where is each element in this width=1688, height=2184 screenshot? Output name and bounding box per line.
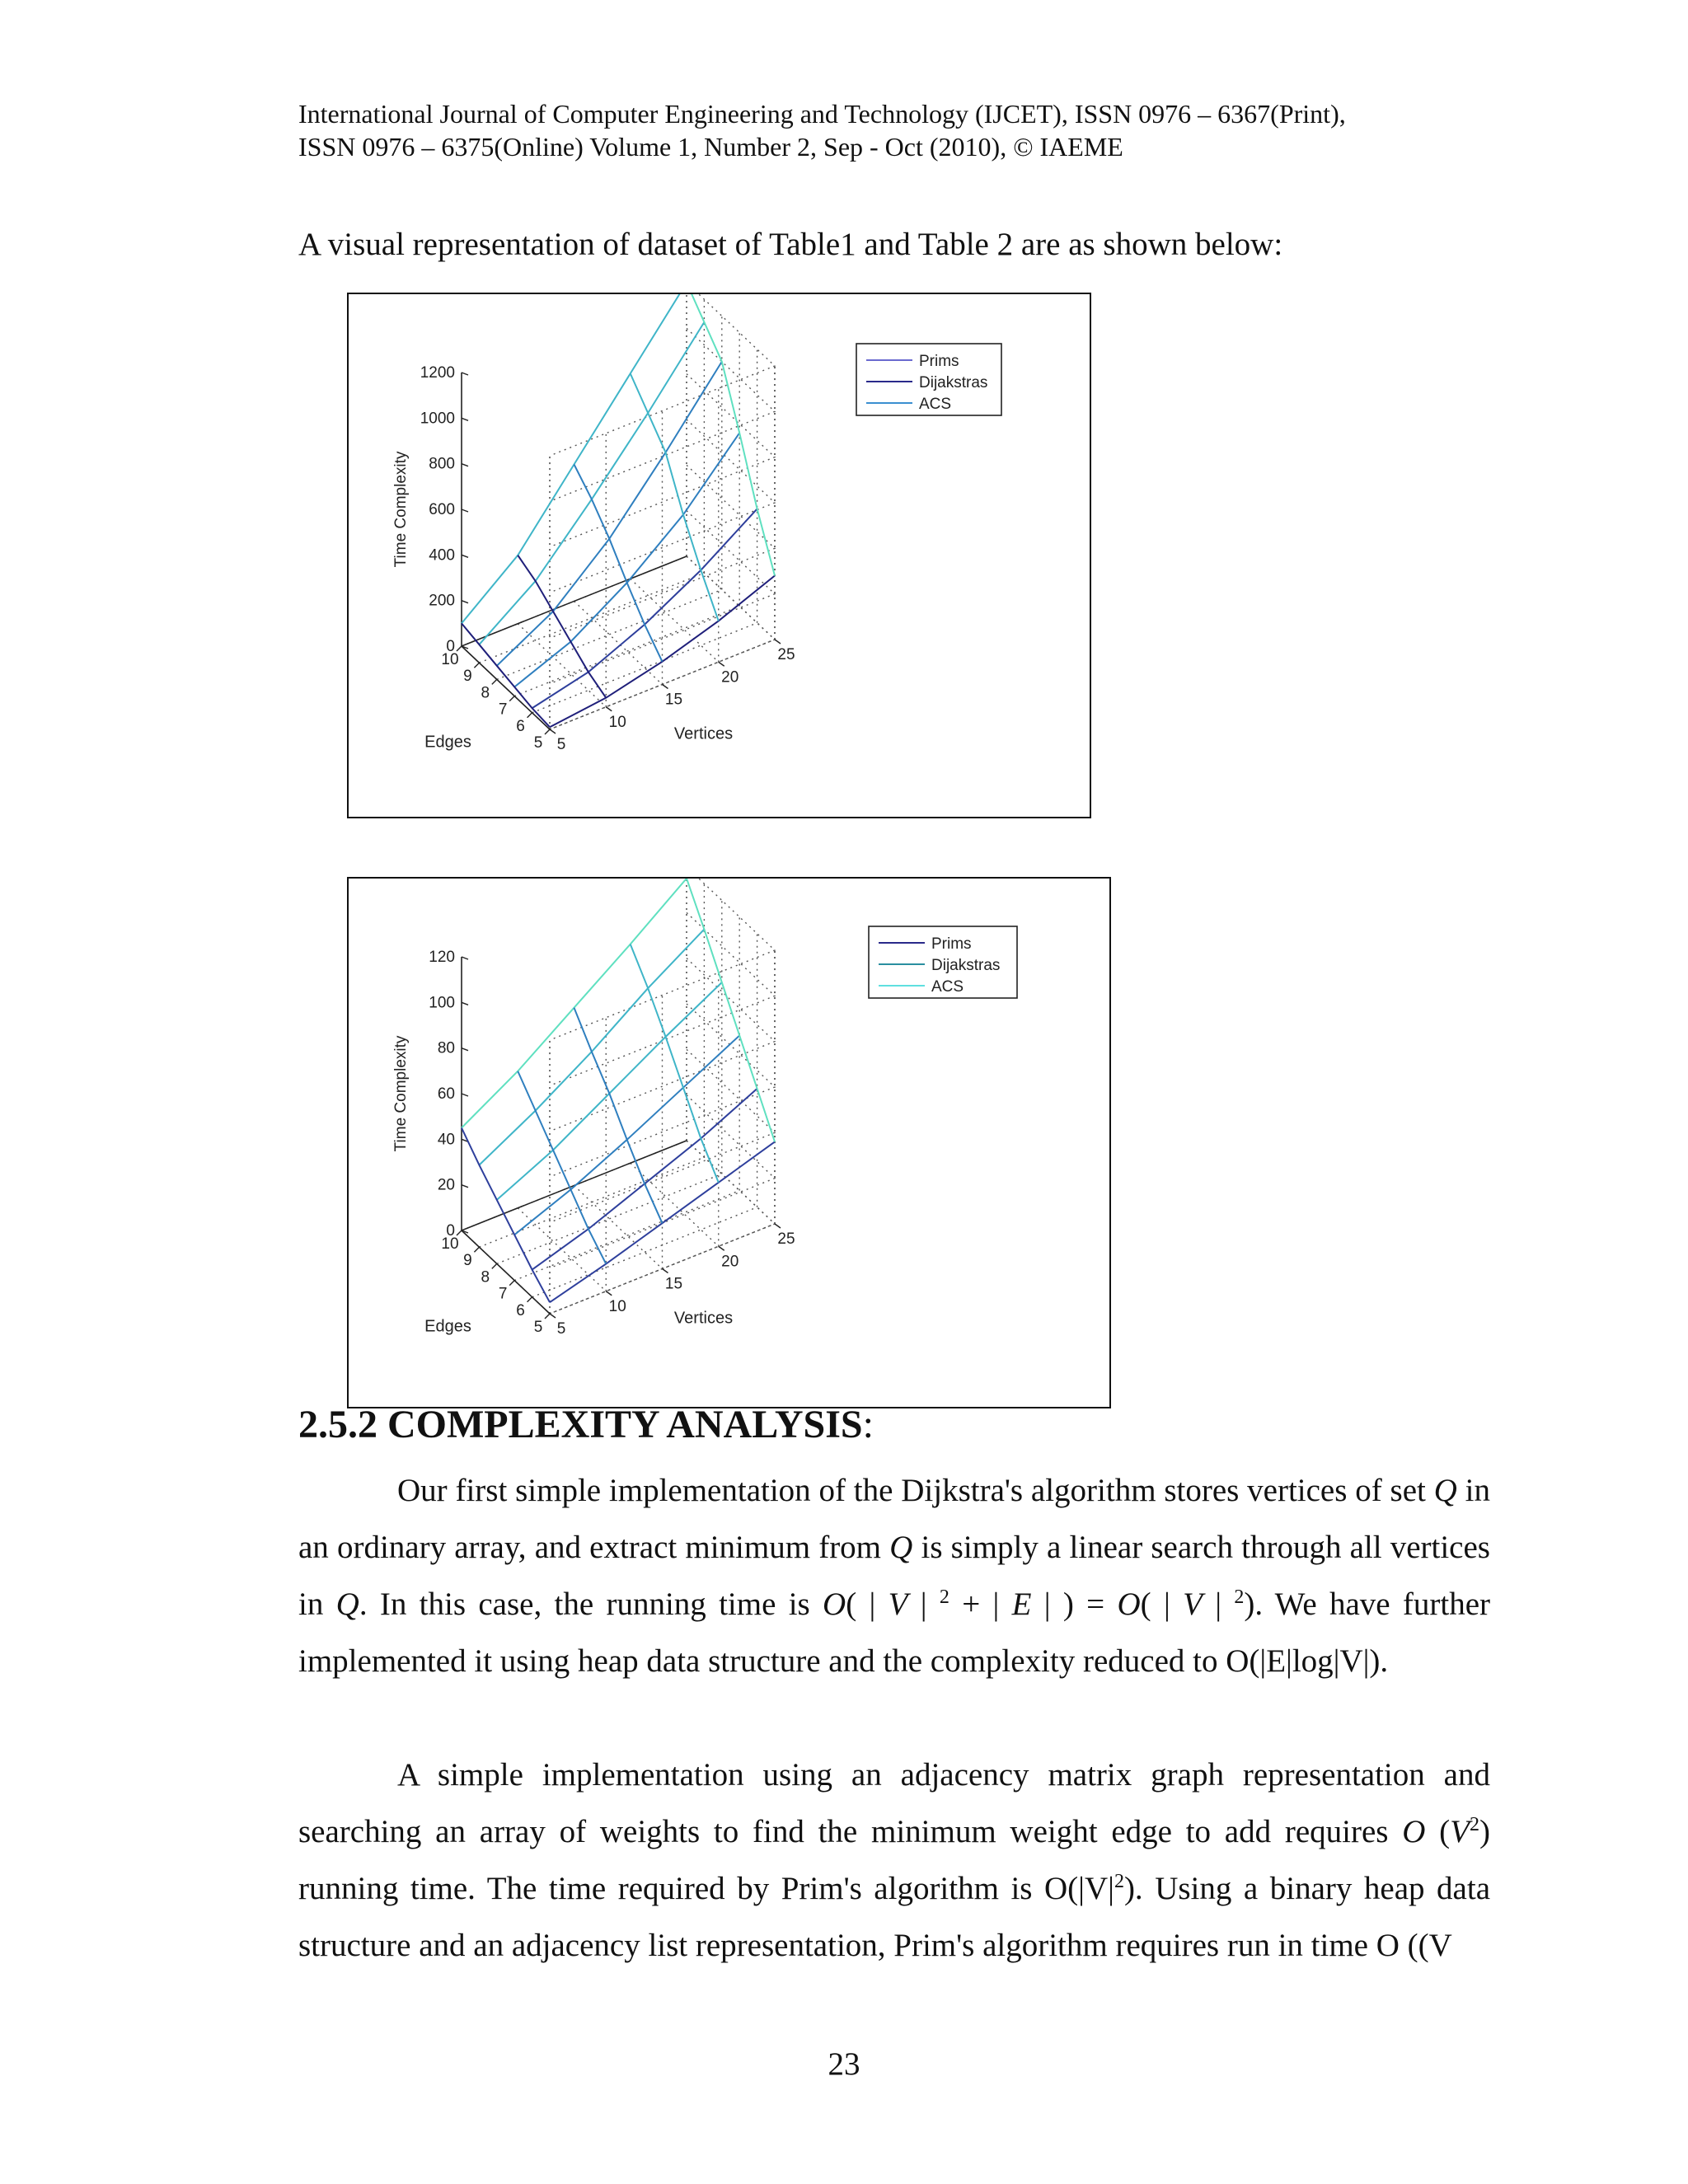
section-colon: : <box>862 1403 874 1446</box>
chart-2-svg <box>349 879 1109 1407</box>
z-tick-label: 80 <box>437 1039 455 1057</box>
z-tick <box>462 555 468 557</box>
y-gridline <box>687 950 775 1224</box>
y-tick <box>775 1224 781 1228</box>
x-axis-label: Edges <box>424 1317 471 1336</box>
z-tick-label: 60 <box>437 1085 455 1103</box>
y-tick <box>606 707 612 711</box>
z-tick-label: 120 <box>429 949 455 966</box>
y-tick-label: 25 <box>777 1230 795 1248</box>
z-tick-label: 40 <box>437 1131 455 1149</box>
section-heading <box>298 1401 874 1449</box>
y-gridline <box>574 411 663 685</box>
x-gridline <box>497 316 722 679</box>
z-tick-label: 400 <box>429 546 455 565</box>
x-tick <box>545 1314 550 1319</box>
p2-o1: O <box>1402 1814 1426 1849</box>
z-axis-label: Time Complexity <box>392 1035 410 1152</box>
paragraph-1 <box>298 1462 1490 1690</box>
figure-2 <box>347 877 1111 1408</box>
z-tick <box>462 464 468 466</box>
legend-entry: Prims <box>931 935 972 953</box>
x-tick-label: 6 <box>516 717 525 735</box>
x-tick <box>474 663 479 668</box>
z-tick-label: 20 <box>437 1176 455 1194</box>
x-tick <box>528 1297 532 1302</box>
figure-1 <box>347 293 1091 818</box>
x-tick-label: 7 <box>498 1285 508 1303</box>
z-tick-label: 1000 <box>420 410 455 428</box>
p1-s2: in an ordinary array, and extract minimum from <box>298 1473 1490 1565</box>
surface-line-vertices-15 <box>574 465 663 662</box>
x-tick-label: 6 <box>516 1301 525 1319</box>
x-tick-label: 7 <box>498 701 508 719</box>
z-gridline <box>550 958 775 1132</box>
z-tick <box>462 957 468 959</box>
x-tick-label: 8 <box>481 1268 490 1286</box>
p2-s3: ) running time. The time required by Prim's algorithm is O(|V| <box>298 1814 1490 1906</box>
z-tick-label: 200 <box>429 592 455 610</box>
z-tick <box>462 509 468 512</box>
y-tick <box>550 729 556 733</box>
surface-line-edges-7 <box>514 433 739 687</box>
y-tick-label: 20 <box>721 1253 739 1271</box>
surface-line-vertices-20 <box>631 944 719 1183</box>
p2-s1: A simple implementation using an adjacency matrix graph representation and searching an array of weights to find the minimum weight edge to add requires <box>298 1757 1490 1849</box>
x-tick-label: 9 <box>463 1252 472 1270</box>
p1-q1: Q <box>1433 1473 1457 1508</box>
p1-s4: . In this case, the running time is <box>359 1586 823 1622</box>
z-gridline <box>550 879 775 1040</box>
chart-1-svg <box>349 294 1090 817</box>
z-tick <box>462 373 468 375</box>
x-tick-label: 10 <box>441 1235 459 1253</box>
header-line-1: International Journal of Computer Engineering and Technology (IJCET), ISSN 0976 – 6367(Print), <box>298 99 1346 129</box>
z-tick <box>462 1048 468 1051</box>
p1-sup2: 2 <box>1234 1586 1245 1608</box>
p1-s1: Our first simple implementation of the Dijkstra's algorithm stores vertices of set <box>397 1473 1434 1508</box>
paragraph-2 <box>298 1746 1490 1974</box>
z-tick <box>462 601 468 603</box>
x-tick-label: 10 <box>441 651 459 668</box>
z-gridline <box>550 374 775 547</box>
x-gridline <box>479 299 704 663</box>
x-tick-label: 5 <box>533 1319 543 1336</box>
p1-o2: O <box>1117 1586 1141 1622</box>
p2-sup2: 2 <box>1114 1871 1124 1892</box>
y-gridline <box>687 366 775 640</box>
p1-s8: | ) = <box>1031 1586 1118 1622</box>
y-tick-label: 5 <box>556 1320 566 1338</box>
p1-sup1: 2 <box>939 1586 950 1608</box>
y-tick <box>550 1314 556 1318</box>
legend-entry: ACS <box>919 396 952 413</box>
x-axis-label: Edges <box>424 733 471 752</box>
p1-s6: | <box>907 1586 940 1622</box>
p1-e1: E <box>1011 1586 1032 1622</box>
y-tick-label: 25 <box>777 646 795 663</box>
surface-line-edges-9 <box>479 322 704 644</box>
p1-q2: Q <box>889 1530 913 1565</box>
z-tick-label: 800 <box>429 455 455 473</box>
y-tick <box>719 1246 724 1250</box>
x-tick <box>545 729 550 734</box>
surface-line-vertices-10 <box>518 1071 606 1264</box>
p1-s9: ( | <box>1140 1586 1184 1622</box>
p1-v1: V <box>888 1586 908 1622</box>
y-axis-label: Vertices <box>673 1309 734 1328</box>
surface-line-edges-10 <box>462 294 687 623</box>
y-gridline <box>631 972 719 1246</box>
x-tick <box>492 1263 497 1268</box>
p1-s7: + | <box>949 1586 1012 1622</box>
surface-line-edges-5 <box>550 576 775 728</box>
p1-s5: ( | <box>846 1586 889 1622</box>
x-gridline <box>462 294 687 646</box>
legend-entry: ACS <box>931 978 964 996</box>
z-tick <box>462 1002 468 1005</box>
legend-entry: Dijakstras <box>931 957 1001 974</box>
p1-s11: ). We have further implemented it using heap data structure and the complexity reduced to O(|E|log|V|). <box>298 1586 1491 1679</box>
surface-line-vertices-10 <box>518 555 606 698</box>
z-tick <box>462 418 468 420</box>
surface-line-edges-9 <box>479 930 704 1165</box>
y-axis <box>462 556 687 646</box>
y-tick-label: 10 <box>608 713 626 731</box>
surface-line-vertices-25 <box>687 879 775 1141</box>
p1-o1: O <box>823 1586 846 1622</box>
z-tick-label: 0 <box>446 1222 455 1240</box>
surface-line-vertices-25 <box>687 294 775 576</box>
x-tick-label: 5 <box>533 734 543 752</box>
p2-s4: ). Using a binary heap data structure and an adjacency list representation, Prim's algorithm requires run in time O ((V <box>298 1871 1490 1963</box>
y-tick <box>606 1291 612 1296</box>
x-tick-label: 9 <box>463 668 472 686</box>
y-tick-label: 5 <box>556 736 566 753</box>
z-axis-label: Time Complexity <box>392 451 410 568</box>
y-tick-label: 20 <box>721 668 739 687</box>
paragraph-1-text <box>298 1462 1490 1690</box>
z-tick-label: 1200 <box>420 364 455 382</box>
paragraph-2-text <box>298 1746 1490 1974</box>
x-tick <box>528 713 532 718</box>
p1-q3: Q <box>335 1586 359 1622</box>
surface-line-vertices-5 <box>462 1128 550 1303</box>
z-tick <box>462 1094 468 1096</box>
x-tick <box>509 696 514 701</box>
intro-text: A visual representation of dataset of Table1 and Table 2 are as shown below: <box>298 227 1283 262</box>
z-tick-label: 600 <box>429 501 455 518</box>
y-tick <box>775 640 781 644</box>
z-tick-label: 0 <box>446 638 455 655</box>
x-tick <box>474 1247 479 1252</box>
y-axis-label: Vertices <box>673 724 734 743</box>
y-tick-label: 15 <box>664 691 683 709</box>
x-tick-label: 8 <box>481 684 490 702</box>
journal-header <box>298 97 1493 163</box>
p2-v1: V <box>1450 1814 1470 1849</box>
z-tick <box>462 1185 468 1188</box>
x-tick <box>509 1281 514 1286</box>
x-gridline <box>514 917 739 1281</box>
x-tick <box>492 679 497 684</box>
z-tick-label: 100 <box>429 994 455 1012</box>
section-title-text: 2.5.2 COMPLEXITY ANALYSIS <box>298 1403 863 1446</box>
y-tick <box>663 1269 668 1273</box>
p1-v2: V <box>1183 1586 1203 1622</box>
p1-s10: | <box>1202 1586 1235 1622</box>
y-gridline <box>518 434 606 707</box>
y-tick <box>663 685 668 689</box>
legend-entry: Prims <box>919 353 959 370</box>
surface-line-vertices-20 <box>631 373 719 621</box>
p1-s3: is simply a linear search through all vertices in <box>298 1530 1490 1622</box>
y-tick <box>719 662 724 666</box>
z-gridline <box>550 294 775 456</box>
legend-entry: Dijakstras <box>919 374 988 391</box>
p2-s2: ( <box>1425 1814 1451 1849</box>
y-tick-label: 10 <box>608 1297 626 1315</box>
p2-sup1: 2 <box>1469 1814 1479 1835</box>
y-tick-label: 15 <box>664 1275 683 1293</box>
x-gridline <box>479 883 704 1247</box>
y-gridline <box>518 1018 606 1291</box>
page-number: 23 <box>828 2046 860 2082</box>
header-line-2: ISSN 0976 – 6375(Online) Volume 1, Number 2, Sep - Oct (2010), © IAEME <box>298 132 1123 162</box>
